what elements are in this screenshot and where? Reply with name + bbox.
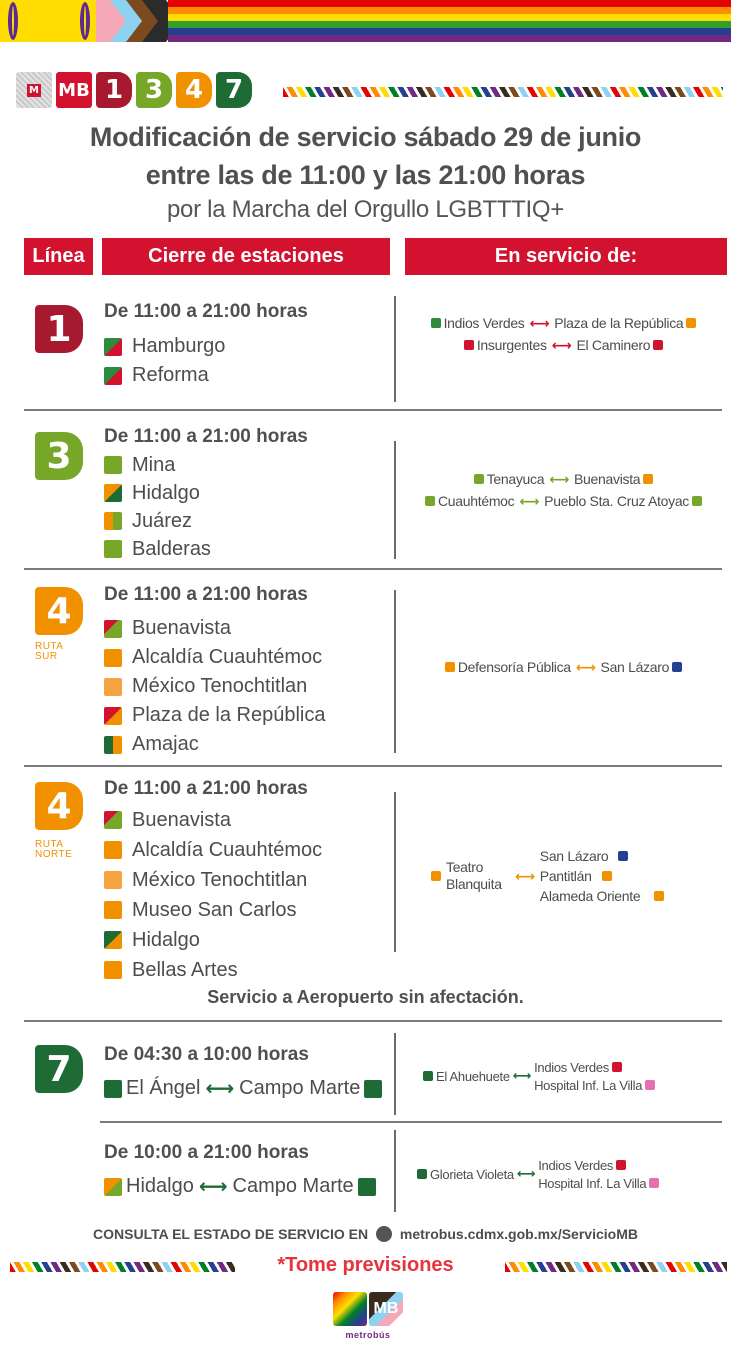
line-4-badge: 4 bbox=[176, 72, 212, 108]
station-icon bbox=[431, 871, 441, 881]
bidirectional-arrow-icon: ⟷ bbox=[512, 1068, 532, 1083]
header-closures: Cierre de estaciones bbox=[102, 238, 390, 275]
line-1-icon: 1 bbox=[35, 305, 83, 353]
service-routes bbox=[400, 312, 727, 356]
logos-row bbox=[16, 72, 252, 108]
line-7-icon: 7 bbox=[35, 1045, 83, 1093]
station-icon bbox=[474, 474, 484, 484]
station-list bbox=[104, 451, 211, 563]
column-divider bbox=[394, 441, 396, 559]
service-destination: Hospital Inf. La Villa bbox=[534, 1076, 658, 1094]
line-4-icon: 4 bbox=[35, 782, 83, 830]
service-routes: El Ahuehuete ⟷ Indios Verdes Hospital Inf. La Villa bbox=[420, 1058, 720, 1094]
station-icon bbox=[672, 662, 682, 672]
station-item: Hamburgo bbox=[104, 332, 225, 361]
title-line-1: Modificación de servicio sábado 29 de junio bbox=[89, 122, 642, 152]
station-item: Hidalgo bbox=[104, 479, 211, 507]
metrobus-pride-logo bbox=[333, 1292, 403, 1326]
station-icon-campo-marte bbox=[364, 1080, 382, 1098]
station-item: Buenavista bbox=[104, 614, 325, 643]
hours: De 11:00 a 21:00 horas bbox=[104, 301, 308, 322]
bidirectional-arrow-icon: ⟷ bbox=[519, 492, 540, 509]
station-icon-museo-san-carlos bbox=[104, 901, 122, 919]
station-item: Amajac bbox=[104, 730, 325, 759]
station-icon-reforma bbox=[104, 367, 122, 385]
station-icon bbox=[616, 1160, 626, 1170]
station-icon bbox=[445, 662, 455, 672]
station-list bbox=[104, 614, 325, 759]
station-icon bbox=[645, 1080, 655, 1090]
station-icon bbox=[654, 891, 664, 901]
service-status-footer: CONSULTA EL ESTADO DE SERVICIO EN metrobus.cdmx.gob.mx/ServicioMB bbox=[93, 1226, 638, 1242]
station-icon bbox=[423, 1071, 433, 1081]
service-url-link[interactable]: metrobus.cdmx.gob.mx/ServicioMB bbox=[399, 1226, 638, 1242]
service-destination: Indios Verdes bbox=[538, 1156, 662, 1174]
column-divider bbox=[394, 590, 396, 753]
service-origin: Teatro Blanquita bbox=[446, 859, 502, 892]
service-destinations bbox=[534, 1058, 658, 1094]
service-route: Indios Verdes ⟷ Plaza de la República bbox=[400, 312, 727, 334]
header-line: Línea bbox=[24, 238, 93, 275]
station-icon-alcaldia-cuauhtemoc bbox=[104, 649, 122, 667]
rainbow-dash-stripe-right bbox=[505, 1262, 727, 1272]
intersex-ring-left bbox=[8, 2, 18, 40]
bidirectional-arrow-icon: ⟷ bbox=[529, 314, 550, 331]
line-3-badge: 3 bbox=[136, 72, 172, 108]
section-divider bbox=[24, 765, 722, 767]
station-item: Alcaldía Cuauhtémoc bbox=[104, 835, 322, 865]
hours: De 04:30 a 10:00 horas bbox=[104, 1044, 309, 1065]
brand-wordmark: metrobús bbox=[345, 1330, 391, 1340]
service-route: Insurgentes ⟷ El Caminero bbox=[400, 334, 727, 356]
station-icon-alcaldia-cuauhtemoc bbox=[104, 841, 122, 859]
station-icon bbox=[425, 496, 435, 506]
closure-segment bbox=[104, 1172, 376, 1201]
station-item: Buenavista bbox=[104, 805, 322, 835]
station-icon bbox=[602, 871, 612, 881]
station-item: Mina bbox=[104, 451, 211, 479]
station-item: Bellas Artes bbox=[104, 955, 322, 985]
intersex-ring-right bbox=[80, 2, 90, 40]
station-icon-balderas bbox=[104, 540, 122, 558]
hours: De 11:00 a 21:00 horas bbox=[104, 584, 308, 605]
closure-segment bbox=[104, 1074, 382, 1103]
station-list bbox=[104, 332, 225, 390]
title-subtitle: por la Marcha del Orgullo LGBTTTIQ+ bbox=[167, 196, 564, 223]
service-destination: Pantitlán bbox=[540, 866, 668, 886]
station-icon bbox=[692, 496, 702, 506]
station-item: Alcaldía Cuauhtémoc bbox=[104, 643, 325, 672]
station-icon-el-angel bbox=[104, 1080, 122, 1098]
station-item: México Tenochtitlan bbox=[104, 865, 322, 895]
header-service: En servicio de: bbox=[405, 238, 727, 275]
hours: De 10:00 a 21:00 horas bbox=[104, 1142, 309, 1163]
warning-text: *Tome previsiones bbox=[277, 1254, 454, 1276]
section-divider bbox=[24, 409, 722, 411]
line-4-icon: 4 bbox=[35, 587, 83, 635]
column-divider bbox=[394, 1130, 396, 1212]
service-routes: Glorieta Violeta ⟷ Indios Verdes Hospital Inf. La Villa bbox=[414, 1156, 724, 1192]
rainbow-stripes bbox=[168, 0, 731, 42]
hours: De 11:00 a 21:00 horas bbox=[104, 426, 308, 447]
airport-note: Servicio a Aeropuerto sin afectación. bbox=[207, 987, 524, 1007]
bidirectional-arrow-icon: ⟷ bbox=[549, 470, 570, 487]
pride-pattern-icon bbox=[333, 1292, 367, 1326]
column-divider bbox=[394, 1033, 396, 1115]
period-divider bbox=[100, 1121, 722, 1123]
service-destination: Alameda Oriente bbox=[540, 886, 668, 906]
station-list bbox=[104, 805, 322, 985]
station-icon bbox=[417, 1169, 427, 1179]
station-item: México Tenochtitlan bbox=[104, 672, 325, 701]
station-item: Juárez bbox=[104, 507, 211, 535]
bidirectional-arrow-icon: ⟷ bbox=[198, 1176, 228, 1198]
station-icon-buenavista bbox=[104, 620, 122, 638]
section-divider bbox=[24, 568, 722, 570]
station-item: Museo San Carlos bbox=[104, 895, 322, 925]
station-icon-hamburgo bbox=[104, 338, 122, 356]
rainbow-dash-stripe bbox=[283, 87, 723, 97]
station-icon-mexico-tenochtitlan bbox=[104, 871, 122, 889]
station-icon-mexico-tenochtitlan bbox=[104, 678, 122, 696]
globe-icon bbox=[376, 1226, 392, 1242]
service-destinations bbox=[540, 846, 668, 906]
metro-logo: M bbox=[16, 72, 52, 108]
station-icon bbox=[643, 474, 653, 484]
title-line-2: entre las de 11:00 y las 21:00 horas bbox=[145, 160, 586, 190]
station-icon bbox=[431, 318, 441, 328]
station-item: Hidalgo bbox=[104, 925, 322, 955]
station-icon-plaza-republica bbox=[104, 707, 122, 725]
service-destinations bbox=[538, 1156, 662, 1192]
station-icon-buenavista bbox=[104, 811, 122, 829]
pride-banner bbox=[0, 0, 731, 42]
service-destination: San Lázaro bbox=[540, 846, 668, 866]
bidirectional-arrow-icon: ⟷ bbox=[575, 658, 596, 675]
station-icon-hidalgo bbox=[104, 931, 122, 949]
bidirectional-arrow-icon: ⟷ bbox=[205, 1078, 235, 1100]
service-route: Tenayuca ⟷ Buenavista bbox=[400, 468, 727, 490]
station-icon-hidalgo bbox=[104, 1178, 122, 1196]
station-item: El Ángel ⟷ Campo Marte bbox=[104, 1074, 382, 1103]
hours: De 11:00 a 21:00 horas bbox=[104, 778, 308, 799]
line-7-badge: 7 bbox=[216, 72, 252, 108]
station-icon-campo-marte bbox=[358, 1178, 376, 1196]
station-icon bbox=[686, 318, 696, 328]
mb-logo-icon: MB bbox=[369, 1292, 403, 1326]
station-icon bbox=[612, 1062, 622, 1072]
route-label: RUTA SUR bbox=[35, 641, 63, 662]
station-icon bbox=[618, 851, 628, 861]
line-1-badge: 1 bbox=[96, 72, 132, 108]
station-icon bbox=[464, 340, 474, 350]
page-title bbox=[0, 118, 731, 226]
bidirectional-arrow-icon: ⟷ bbox=[516, 1166, 536, 1181]
station-item: Plaza de la República bbox=[104, 701, 325, 730]
station-item: Reforma bbox=[104, 361, 225, 390]
metrobus-logo: MB bbox=[56, 72, 92, 108]
station-item: Balderas bbox=[104, 535, 211, 563]
station-icon-amajac bbox=[104, 736, 122, 754]
service-route: Cuauhtémoc ⟷ Pueblo Sta. Cruz Atoyac bbox=[400, 490, 727, 512]
service-route: Defensoría Pública ⟷ San Lázaro bbox=[400, 656, 727, 678]
station-icon-mina bbox=[104, 456, 122, 474]
station-icon bbox=[653, 340, 663, 350]
column-divider bbox=[394, 792, 396, 952]
station-icon-juarez bbox=[104, 512, 122, 530]
service-routes bbox=[400, 656, 727, 678]
service-routes bbox=[400, 468, 727, 512]
station-item: Hidalgo ⟷ Campo Marte bbox=[104, 1172, 376, 1201]
service-routes bbox=[428, 846, 718, 906]
station-icon-hidalgo bbox=[104, 484, 122, 502]
line-3-icon: 3 bbox=[35, 432, 83, 480]
bidirectional-arrow-icon: ⟷ bbox=[515, 867, 535, 884]
station-icon-bellas-artes bbox=[104, 961, 122, 979]
service-destination: Hospital Inf. La Villa bbox=[538, 1174, 662, 1192]
service-destination: Indios Verdes bbox=[534, 1058, 658, 1076]
route-label: RUTA NORTE bbox=[35, 839, 73, 860]
section-divider bbox=[24, 1020, 722, 1022]
station-icon bbox=[649, 1178, 659, 1188]
bidirectional-arrow-icon: ⟷ bbox=[551, 336, 572, 353]
column-divider bbox=[394, 296, 396, 402]
